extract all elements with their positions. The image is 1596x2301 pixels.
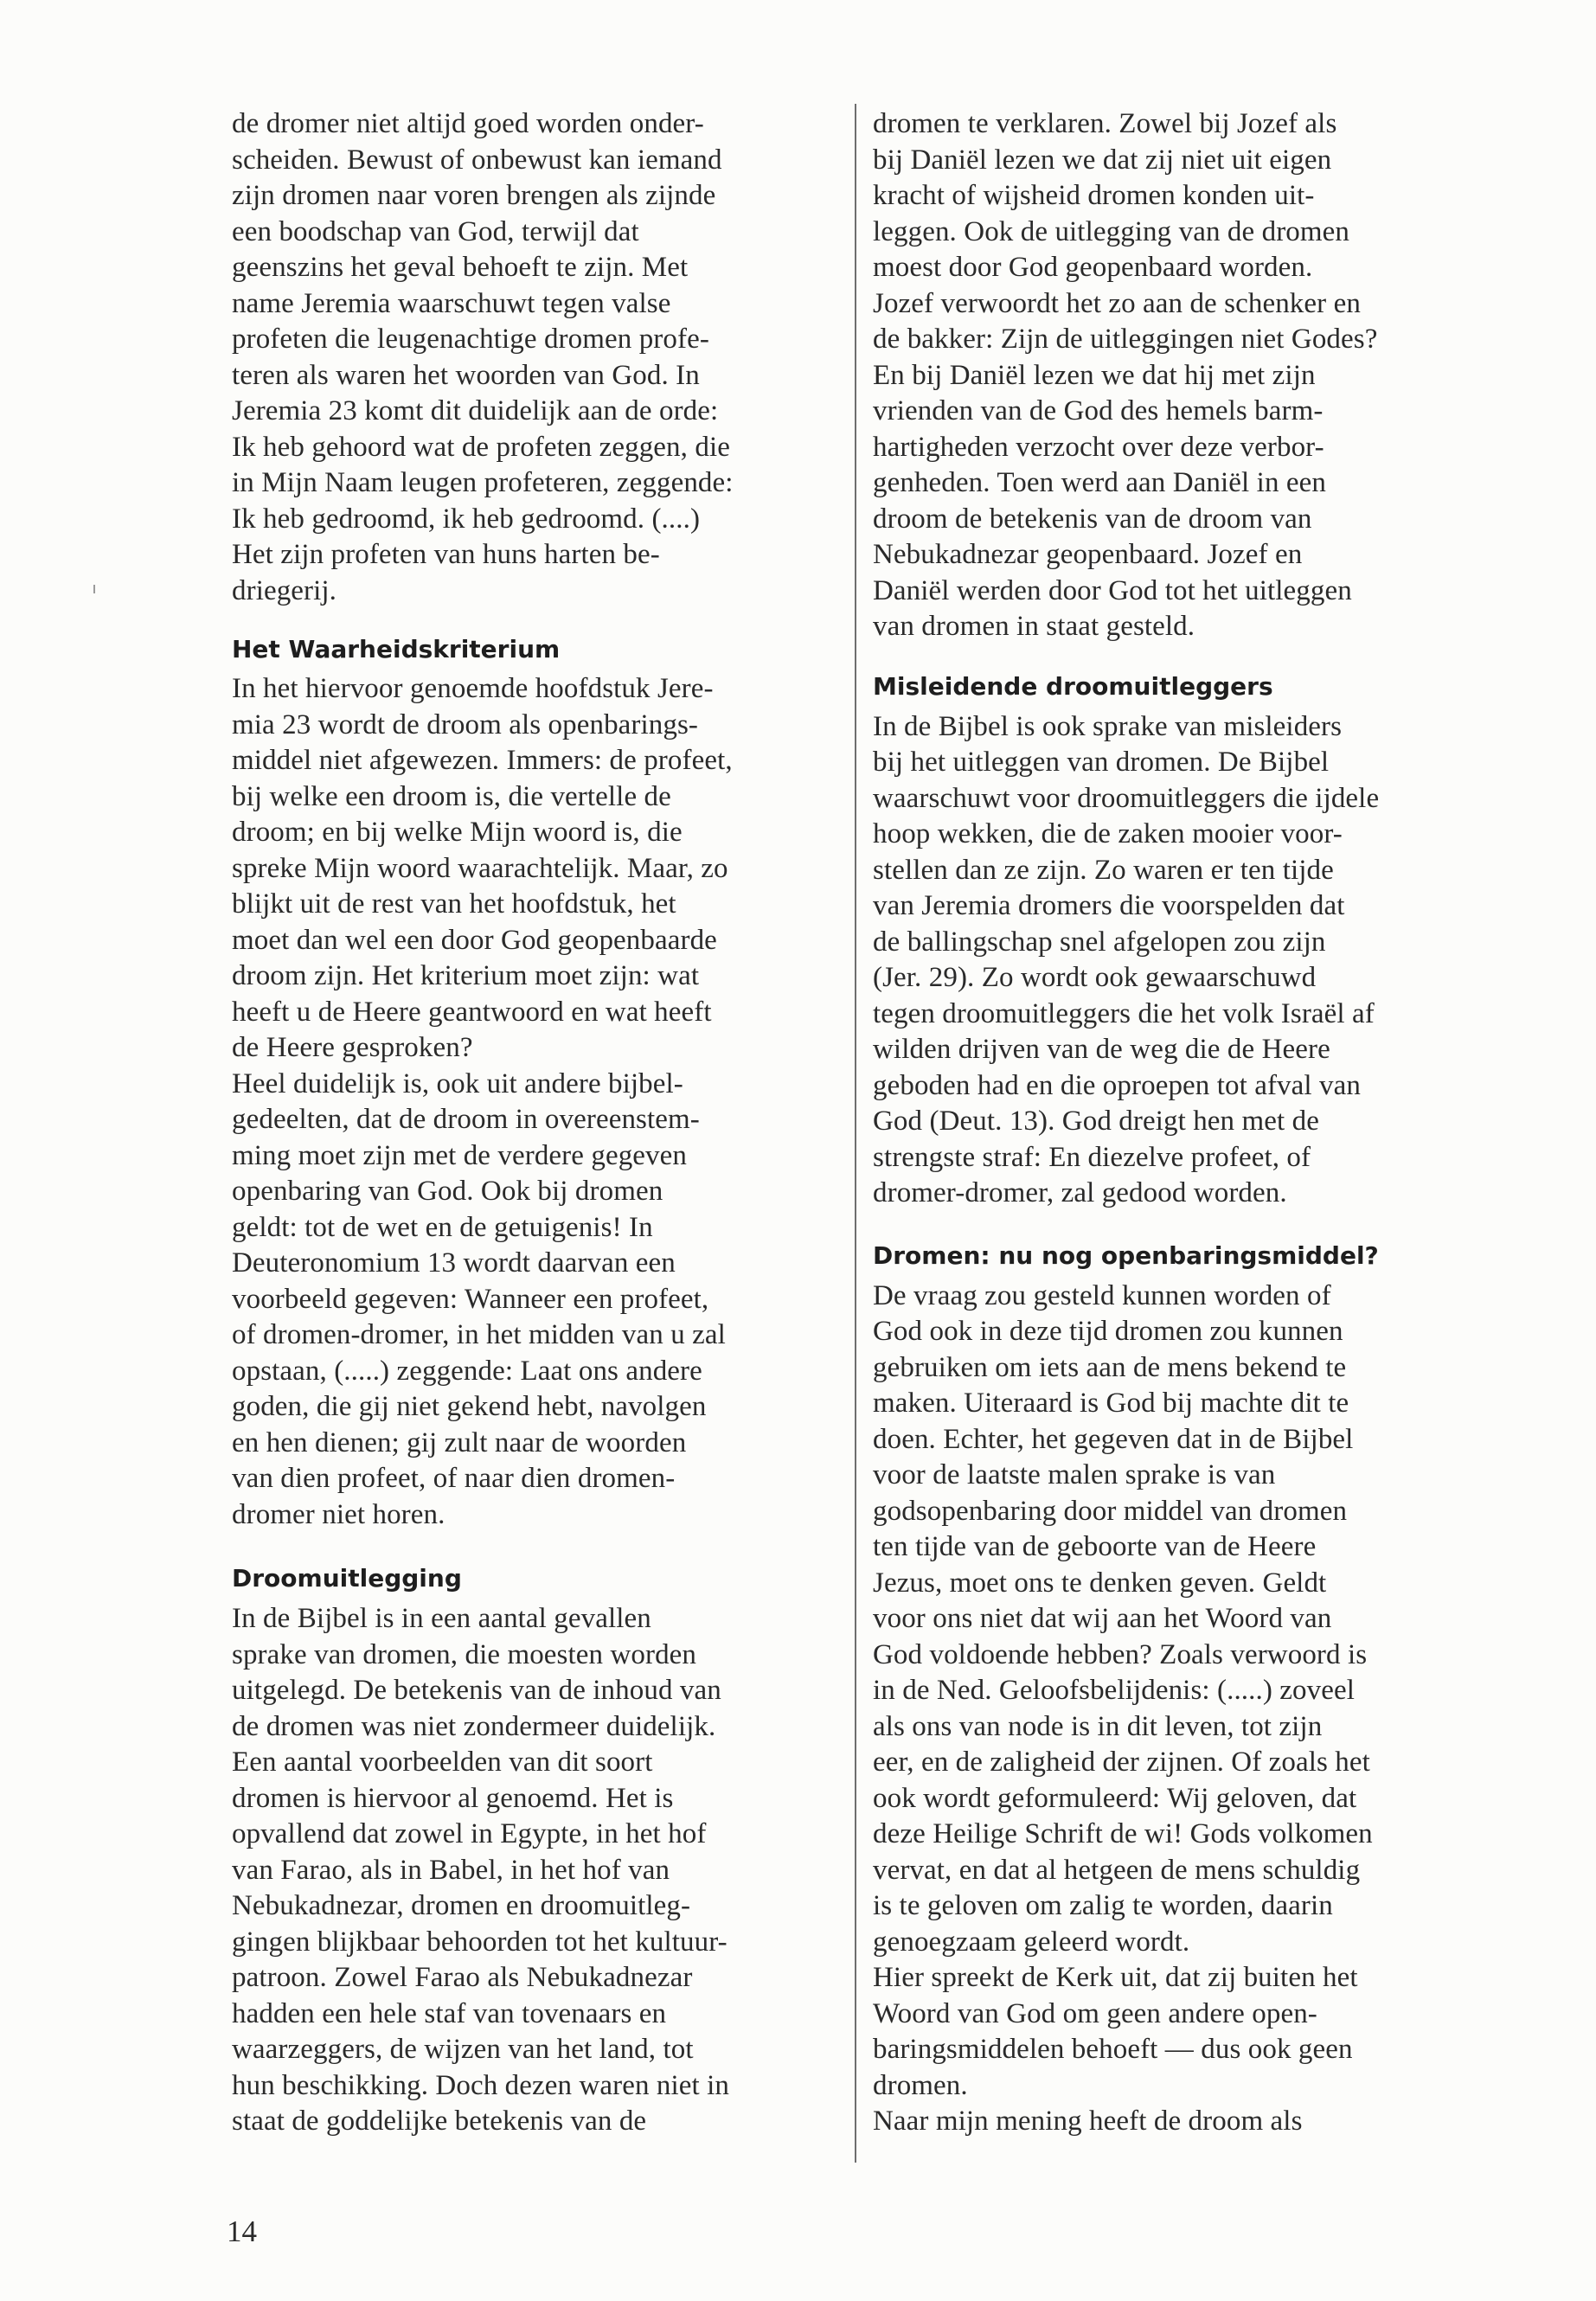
- text-line: droom zijn. Het kriterium moet zijn: wat: [232, 960, 700, 991]
- text-line: is te geloven om zalig te worden, daarin: [873, 1890, 1333, 1921]
- heading-misleidende-droomuitleggers: Misleidende droomuitleggers: [873, 671, 1273, 701]
- text-line: bij welke een droom is, die vertelle de: [232, 780, 671, 812]
- text-line: voor de laatste malen sprake is van: [873, 1459, 1276, 1490]
- text-line: spreke Mijn woord waarachtelijk. Maar, zo: [232, 852, 728, 884]
- text-line: Hier spreekt de Kerk uit, dat zij buiten het: [873, 1962, 1358, 1993]
- text-line: Nebukadnezar, dromen en droomuitleg-: [232, 1890, 691, 1921]
- text-line: Jozef verwoordt het zo aan de schenker en: [873, 287, 1361, 319]
- left-column: [232, 106, 846, 2140]
- text-line: dromen.: [873, 2069, 968, 2101]
- text-line: Naar mijn mening heeft de droom als: [873, 2106, 1303, 2137]
- text-line: sprake van dromen, die moesten worden: [232, 1638, 697, 1670]
- right-paragraph-3: [873, 1279, 1489, 2140]
- text-line: God ook in deze tijd dromen zou kunnen: [873, 1316, 1343, 1347]
- text-line: Heel duidelijk is, ook uit andere bijbel-: [232, 1067, 683, 1099]
- left-paragraph-2: [232, 671, 846, 1533]
- text-line: moet dan wel een door God geopenbaarde: [232, 924, 717, 956]
- text-line: Daniël werden door God tot het uitleggen: [873, 574, 1352, 606]
- text-line: de ballingschap snel afgelopen zou zijn: [873, 926, 1326, 958]
- text-line: Jeremia 23 komt dit duidelijk aan de orde:: [232, 395, 719, 426]
- text-line: blijkt uit de rest van het hoofdstuk, het: [232, 888, 676, 920]
- right-column: [873, 106, 1489, 2140]
- text-line: Jezus, moet ons te denken geven. Geldt: [873, 1567, 1327, 1599]
- text-line: waarzeggers, de wijzen van het land, tot: [232, 2034, 694, 2065]
- text-line: Deuteronomium 13 wordt daarvan een: [232, 1247, 676, 1279]
- text-line: geenszins het geval behoeft te zijn. Met: [232, 252, 689, 283]
- text-line: of dromen-dromer, in het midden van u zal: [232, 1319, 726, 1350]
- text-line: dromen is hiervoor al genoemd. Het is: [232, 1782, 674, 1814]
- left-paragraph-3: [232, 1601, 846, 2140]
- heading-waarheidskriterium: Het Waarheidskriterium: [232, 635, 561, 663]
- text-line: stellen dan ze zijn. Zo waren er ten tijde: [873, 854, 1334, 886]
- text-line: Ik heb gehoord wat de profeten zeggen, die: [232, 431, 730, 463]
- text-line: Het zijn profeten van huns harten be-: [232, 539, 660, 570]
- text-line: de Heere gesproken?: [232, 1032, 473, 1063]
- text-line: voor ons niet dat wij aan het Woord van: [873, 1603, 1332, 1634]
- text-line: profeten die leugenachtige dromen profe-: [232, 324, 709, 355]
- page-number: 14: [227, 2214, 257, 2248]
- right-paragraph-2: [873, 709, 1489, 1212]
- text-line: goden, die gij niet gekend hebt, navolgen: [232, 1391, 707, 1422]
- text-line: van Jeremia dromers die voorspelden dat: [873, 890, 1345, 921]
- text-line: En bij Daniël lezen we dat hij met zijn: [873, 359, 1316, 391]
- text-line: hoop wekken, die de zaken mooier voor-: [873, 818, 1343, 849]
- text-line: van dien profeet, of naar dien dromen-: [232, 1463, 676, 1494]
- text-line: patroon. Zowel Farao als Nebukadnezar: [232, 1962, 693, 1993]
- margin-mark: [93, 585, 95, 593]
- heading-droomuitlegging: Droomuitlegging: [232, 1564, 462, 1593]
- text-line: Woord van God om geen andere open-: [873, 1997, 1317, 2029]
- text-line: God voldoende hebben? Zoals verwoord is: [873, 1638, 1368, 1670]
- text-line: leggen. Ook de uitlegging van de dromen: [873, 215, 1350, 247]
- text-line: De vraag zou gesteld kunnen worden of: [873, 1279, 1331, 1311]
- text-line: genheden. Toen werd aan Daniël in een: [873, 467, 1326, 498]
- text-line: scheiden. Bewust of onbewust kan iemand: [232, 144, 722, 176]
- text-line: bij het uitleggen van dromen. De Bijbel: [873, 747, 1330, 778]
- text-line: in Mijn Naam leugen profeteren, zeggende:: [232, 467, 734, 498]
- text-line: gedeelten, dat de droom in overeenstem-: [232, 1104, 700, 1135]
- text-line: geboden had en die oproepen tot afval van: [873, 1069, 1361, 1101]
- text-line: uitgelegd. De betekenis van de inhoud van: [232, 1675, 721, 1706]
- text-line: tegen droomuitleggers die het volk Israël af: [873, 997, 1375, 1029]
- text-line: droom de betekenis van de droom van: [873, 503, 1312, 535]
- text-line: heeft u de Heere geantwoord en wat heeft: [232, 996, 712, 1028]
- text-line: genoegzaam geleerd wordt.: [873, 1926, 1190, 1958]
- text-line: deze Heilige Schrift de wi! Gods volkomen: [873, 1818, 1373, 1849]
- column-divider: [855, 104, 856, 2163]
- text-line: name Jeremia waarschuwt tegen valse: [232, 287, 671, 319]
- text-line: In de Bijbel is in een aantal gevallen: [232, 1603, 651, 1634]
- text-line: hartigheden verzocht over deze verbor-: [873, 431, 1324, 463]
- text-line: God (Deut. 13). God dreigt hen met de: [873, 1106, 1319, 1137]
- text-line: van dromen in staat gesteld.: [873, 611, 1195, 642]
- text-line: wilden drijven van de weg die de Heere: [873, 1034, 1330, 1065]
- text-line: driegerij.: [232, 574, 337, 606]
- text-line: de dromer niet altijd goed worden onder-: [232, 108, 704, 139]
- text-line: Ik heb gedroomd, ik heb gedroomd. (....): [232, 503, 701, 535]
- text-line: (Jer. 29). Zo wordt ook gewaarschuwd: [873, 962, 1317, 993]
- text-line: moest door God geopenbaard worden.: [873, 252, 1313, 283]
- text-line: opstaan, (.....) zeggende: Laat ons andere: [232, 1355, 702, 1387]
- text-line: Nebukadnezar geopenbaard. Jozef en: [873, 539, 1303, 570]
- right-paragraph-1: [873, 106, 1489, 645]
- text-line: en hen dienen; gij zult naar de woorden: [232, 1426, 687, 1458]
- text-line: als ons van node is in dit leven, tot zijn: [873, 1710, 1323, 1742]
- text-line: droom; en bij welke Mijn woord is, die: [232, 817, 683, 848]
- text-line: baringsmiddelen behoeft — dus ook geen: [873, 2034, 1353, 2065]
- text-line: In de Bijbel is ook sprake van misleiders: [873, 710, 1343, 742]
- text-line: vervat, en dat al hetgeen de mens schuldig: [873, 1854, 1361, 1886]
- text-line: hadden een hele staf van tovenaars en: [232, 1997, 667, 2029]
- text-line: maken. Uiteraard is God bij machte dit te: [873, 1388, 1349, 1419]
- text-line: in de Ned. Geloofsbelijdenis: (.....) zoveel: [873, 1675, 1355, 1706]
- text-line: waarschuwt voor droomuitleggers die ijdele: [873, 782, 1380, 814]
- text-line: hun beschikking. Doch dezen waren niet in: [232, 2069, 730, 2101]
- text-line: kracht of wijsheid dromen konden uit-: [873, 180, 1315, 211]
- text-line: vrienden van de God des hemels barm-: [873, 395, 1324, 426]
- text-line: openbaring van God. Ook bij dromen: [232, 1176, 663, 1207]
- left-paragraph-1: [232, 106, 846, 609]
- text-line: teren als waren het woorden van God. In: [232, 359, 700, 391]
- text-line: eer, en de zaligheid der zijnen. Of zoals het: [873, 1747, 1370, 1778]
- text-line: dromen te verklaren. Zowel bij Jozef als: [873, 108, 1337, 139]
- text-line: middel niet afgewezen. Immers: de profeet,: [232, 745, 733, 776]
- text-line: gingen blijkbaar behoorden tot het kultuur-: [232, 1926, 727, 1958]
- text-line: strengste straf: En diezelve profeet, of: [873, 1141, 1311, 1173]
- text-line: van Farao, als in Babel, in het hof van: [232, 1854, 670, 1886]
- text-line: dromer niet horen.: [232, 1498, 445, 1530]
- text-line: doen. Echter, het gegeven dat in de Bijbel: [873, 1423, 1354, 1455]
- text-line: ook wordt geformuleerd: Wij geloven, dat: [873, 1782, 1357, 1814]
- text-line: mia 23 wordt de droom als openbarings-: [232, 708, 699, 740]
- text-line: de dromen was niet zondermeer duidelijk.: [232, 1710, 716, 1742]
- text-line: gebruiken om iets aan de mens bekend te: [873, 1351, 1347, 1383]
- text-line: dromer-dromer, zal gedood worden.: [873, 1177, 1287, 1208]
- text-line: staat de goddelijke betekenis van de: [232, 2106, 647, 2137]
- text-line: een boodschap van God, terwijl dat: [232, 215, 639, 247]
- text-line: godsopenbaring door middel van dromen: [873, 1495, 1348, 1527]
- text-line: de bakker: Zijn de uitleggingen niet Godes?: [873, 324, 1378, 355]
- text-line: ming moet zijn met de verdere gegeven: [232, 1139, 687, 1171]
- text-line: bij Daniël lezen we dat zij niet uit eigen: [873, 144, 1332, 176]
- text-line: opvallend dat zowel in Egypte, in het hof: [232, 1818, 707, 1849]
- text-line: In het hiervoor genoemde hoofdstuk Jere-: [232, 673, 714, 704]
- text-line: geldt: tot de wet en de getuigenis! In: [232, 1211, 653, 1243]
- heading-openbaringsmiddel: Dromen: nu nog openbaringsmiddel?: [873, 1240, 1379, 1270]
- text-line: Een aantal voorbeelden van dit soort: [232, 1747, 653, 1778]
- text-line: ten tijde van de geboorte van de Heere: [873, 1531, 1317, 1562]
- text-line: voorbeeld gegeven: Wanneer een profeet,: [232, 1283, 709, 1315]
- text-line: zijn dromen naar voren brengen als zijnde: [232, 180, 716, 211]
